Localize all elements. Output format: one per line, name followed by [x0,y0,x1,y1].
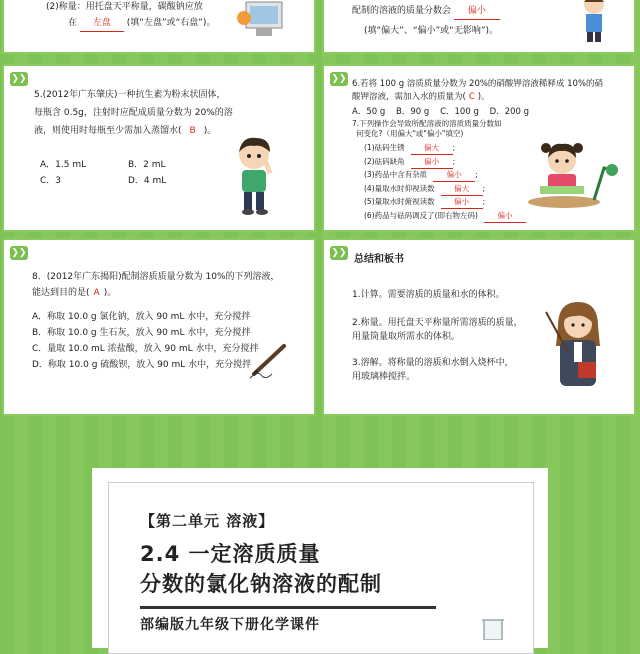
q6-options: A．50 g B．90 g C．100 g D．200 g [352,107,530,117]
q6-line1: 6.若将 100 g 溶质质量分数为 20%的硝酸钾溶液稀释成 10%的硝 [352,79,604,89]
q5-line3-pre: 液，则使用时每瓶至少需加入蒸馏水( [34,126,182,136]
summary-point-2a: 2.称量。用托盘天平称量所需溶质的质量， [352,318,523,328]
q7-item-answer: 偏小 [441,196,483,209]
summary-title: 总结和板书 [354,254,404,265]
q7-item-separator: ; [482,197,486,206]
slide1-line1: (2)称量：用托盘天平称量，碳酸钠应放 [46,2,203,12]
slide2-line1 [352,4,500,20]
studying-girl-illustration [524,138,620,210]
q7-item-separator: ; [482,183,486,193]
q7-item-answer: 偏小 [433,169,475,182]
q7-item [364,196,485,209]
slide-1 [2,0,316,54]
q5-answer: B [189,126,196,136]
scale-illustration [236,0,292,40]
q6-answer: C [468,92,475,102]
q8-line2 [32,286,116,301]
arrow-icon: ❯❯ [11,248,27,258]
q8-line1: 8．(2012年广东揭阳)配制溶质质量分数为 10%的下列溶液， [32,272,280,282]
arrow-icon: ❯❯ [11,74,27,84]
q7-item [364,142,455,155]
q8-option-d: D．称取 10.0 g 硫酸钡，放入 90 mL 水中，充分搅拌 [32,360,252,370]
lesson-title-line1: 2.4 一定溶质质量 [140,542,321,566]
q7-item-text: (1)砝码生锈 [364,143,405,152]
q5-option-b: B．2 mL [128,160,166,170]
slide-5 [2,238,316,416]
waving-boy-illustration [226,134,286,218]
q7-item-text: (2)砝码缺角 [364,156,405,166]
slide-2 [322,0,636,54]
q8-option-a: A．称取 10.0 g 氯化钠，放入 90 mL 水中，充分搅拌 [32,312,251,322]
q6-line2-post: )。 [477,92,490,102]
q7-item-answer: 偏大 [441,183,483,196]
q7-item [364,169,478,182]
pen-icon [248,340,292,380]
summary-point-3a: 3.溶解。将称量的溶质和水倒入烧杯中， [352,358,514,368]
summary-point-3b: 用玻璃棒搅拌。 [352,372,416,382]
q7-item [364,183,485,196]
course-subtitle: 部编版九年级下册化学课件 [140,617,320,633]
q7-item-answer: 偏小 [411,156,453,169]
arrow-icon: ❯❯ [331,74,347,84]
q8-line2-pre: 能达到目的是( [32,288,90,298]
q7-item-separator: ; [452,156,456,166]
q7-item-text: (4)量取水时仰视读数 [364,183,435,193]
slide-3 [2,64,316,232]
q7-item-separator: ; [452,143,456,152]
lesson-title-line2: 分数的氯化钠溶液的配制 [140,572,382,596]
slide-4 [322,64,636,232]
q8-option-c: C．量取 10.0 mL 浓盐酸，放入 90 mL 水中，充分搅拌 [32,344,259,354]
slide2-line2: (填“偏大”、“偏小”或“无影响”)。 [364,26,498,36]
q7-item-text: (3)药品中含有杂质 [364,170,428,179]
q5-option-d: D．4 mL [128,176,167,186]
q8-line2-post: )。 [103,288,117,298]
slide1-answer: 左盘 [80,16,124,32]
q7-item-answer: 偏大 [411,142,453,155]
unit-title: 【第二单元 溶液】 [140,512,275,530]
slide2-line1-pre: 配制的溶液的质量分数会 [352,6,452,16]
q5-line1: 5.(2012年广东肇庆)一种抗生素为粉末状固体， [34,90,226,100]
q7-line1: 7.下列操作会导致所配溶液的溶质质量分数如 [352,119,502,128]
q8-option-b: B．称取 10.0 g 生石灰，放入 90 mL 水中，充分搅拌 [32,328,251,338]
slide1-line2-pre: 在 [68,18,78,28]
q5-line3-post: )。 [203,126,217,136]
q7-line2: 何变化?（用偏大"或"偏小"填空) [356,129,464,138]
beaker-icon [478,618,508,640]
boy-illustration [574,0,614,46]
arrow-icon: ❯❯ [331,248,347,258]
slide1-line2-post: (填“左盘”或“右盘”)。 [126,18,216,28]
q7-item [364,156,455,169]
slide-6 [322,238,636,416]
q7-item [364,210,526,223]
q5-option-c: C．3 [40,176,62,186]
q6-line2 [352,91,490,103]
q7-item-text: (6)药品与砝码调反了(即右物左码) [364,210,478,220]
slide1-line2 [68,16,215,32]
q5-line3 [34,124,216,139]
q5-line2: 每瓶含 0.5g，注射时应配成质量分数为 20%的溶 [34,108,233,118]
summary-point-1: 1.计算。需要溶质的质量和水的体积。 [352,290,505,300]
title-divider [140,606,436,609]
q5-option-a: A．1.5 mL [40,160,87,170]
q7-item-text: (5)量取水时俯视读数 [364,197,435,206]
q7-item-answer: 偏小 [484,210,526,223]
q6-line2-pre: 酸钾溶液，需加入水的质量为( [352,92,466,102]
summary-point-2b: 用量筒量取所需水的体积。 [352,332,461,342]
q8-answer: A [93,288,100,298]
q7-item-separator: ; [475,170,478,179]
slide2-answer: 偏小 [454,4,500,20]
teacher-illustration [538,296,618,396]
